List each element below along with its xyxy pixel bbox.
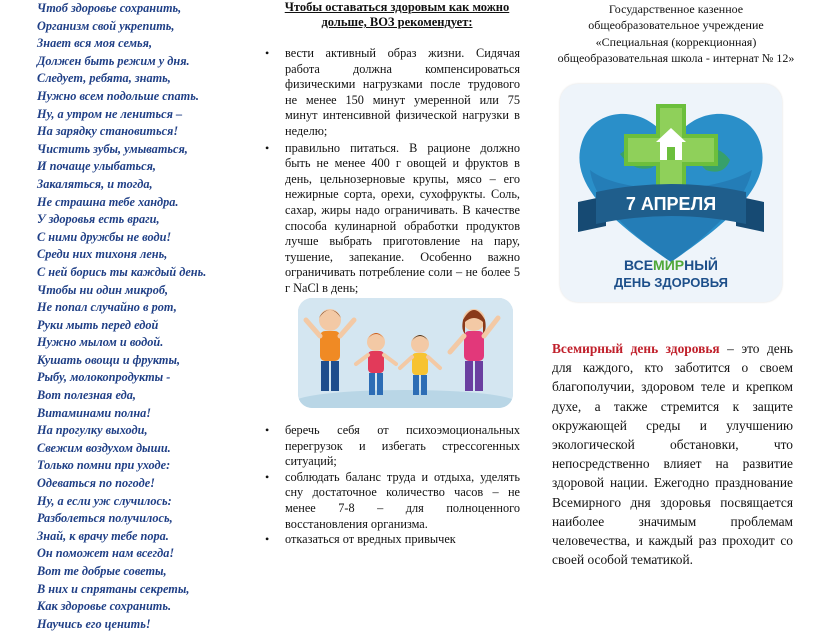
- poem-line: Ну, а утром не лениться –: [37, 106, 183, 121]
- poem-line: Ну, а если уж случилось:: [37, 493, 172, 508]
- recommendations-title: Чтобы оставаться здоровым как можно дольше, ВОЗ рекомендует:: [284, 0, 510, 29]
- poem-line: Разболеться получилось,: [37, 511, 173, 526]
- poem-line: Свежим воздухом дыши.: [37, 440, 171, 455]
- who-recommendations: [262, 0, 520, 547]
- logo-date: 7 АПРЕЛЯ: [625, 194, 717, 214]
- poem-line: С ними дружбы не води!: [37, 229, 172, 244]
- poem-line: В них и спрятаны секреты,: [37, 581, 190, 596]
- poem-line: Знай, к врачу тебе пора.: [37, 528, 169, 543]
- description-highlight: Всемирный день здоровья: [552, 341, 720, 356]
- poem-line: На зарядку становиться!: [37, 124, 179, 139]
- poem-line: Не попал случайно в рот,: [37, 300, 177, 315]
- poem-line: Как здоровье сохранить.: [37, 599, 172, 614]
- logo-image: [560, 84, 782, 302]
- recommendation-item: • правильно питаться. В рационе должно быть не менее 400 г овощей и фруктов в день, цельнозерновые крупы, мясо – его нежирные сорта, орехи, сухофрукты. Соль, сахар, жиры надо ограничивать. В качестве способа кулинарной обработки продуктов лучше выбрать приготовление на пару, тушение, запекание. Особенно важно ограничивать потребление соли – не более 5 г NaCl в день;: [262, 141, 520, 297]
- poem-line: Научись его ценить!: [37, 616, 151, 631]
- recommendation-item: • отказаться от вредных привычек: [262, 532, 520, 548]
- poem-line: Следует, ребята, знать,: [37, 71, 171, 86]
- poem-line: Витаминами полна!: [37, 405, 152, 420]
- organization-line: «Специальная (коррекционная): [595, 34, 757, 49]
- poem-line: Знает вся моя семья,: [37, 36, 153, 51]
- poem-line: Нужно всем подольше спать.: [37, 88, 199, 103]
- description-text: – это день для каждого, кто заботится о своем благополучии, здоровом теле и крепком духе, а также стремится к защите окружающей среды и улучшению экологической обстановки, что непосредственно влияет на развитие здоровой нации. Ежегодно празднование Всемирного дня здоровья посвящается наиболее значимым проблемам человечества, и каждый раз проходит со своей особой тематикой.: [552, 341, 793, 568]
- world-health-day-description: [552, 339, 793, 569]
- world-health-day-logo: [560, 84, 782, 302]
- organization-name: [550, 1, 802, 67]
- organization-line: общеобразовательная школа - интернат № 12»: [557, 51, 795, 66]
- poem-line: Среди них тихоня лень,: [37, 247, 168, 262]
- family-exercise-image: [298, 298, 513, 408]
- poem-line: Только помни при уходе:: [37, 458, 171, 473]
- poem-line: Вот те добрые советы,: [37, 564, 167, 578]
- poem-line: Нужно мылом и водой.: [37, 335, 164, 350]
- recommendation-item: • соблюдать баланс труда и отдыха, уделять сну достаточное количество часов – не менее 7-8 – для полноценного восстановления организма.: [262, 470, 520, 532]
- poem-line: Закаляться, и тогда,: [37, 176, 153, 191]
- poem-line: Одеваться по погоде!: [37, 476, 155, 491]
- recommendation-item: • вести активный образ жизни. Сидячая работа должна компенсироваться физическими нагрузками после трудового не менее 150 минут умеренной или 75 минут интенсивной физической нагрузки в неделю;: [262, 46, 520, 140]
- logo-line1: ВСЕМИРНЫЙ: [624, 257, 718, 273]
- poem-line: Кушать овощи и фрукты,: [37, 352, 181, 367]
- poem-line: Рыбу, молокопродукты -: [37, 370, 171, 385]
- poem-line: Он поможет нам всегда!: [37, 546, 175, 561]
- bullet-list-bottom: [262, 423, 520, 548]
- poem-line: Организм свой укрепить,: [37, 18, 175, 33]
- recommendation-item: • беречь себя от психоэмоциональных перегрузок и избегать стрессогенных ситуаций;: [262, 423, 520, 470]
- organization-line: общеобразовательное учреждение: [588, 18, 764, 33]
- poem-line: У здоровья есть враги,: [37, 212, 160, 227]
- poem-line: Руки мыть перед едой: [37, 317, 159, 332]
- poem-line: Чтоб здоровье сохранить,: [37, 1, 182, 15]
- poem-line: На прогулку выходи,: [37, 423, 148, 438]
- poem-line: Не страшна тебе хандра.: [37, 194, 179, 209]
- bullet-list-top: [262, 46, 520, 297]
- poem-line: Должен быть режим у дня.: [37, 53, 190, 68]
- family-exercise-illustration: [298, 298, 513, 408]
- poem-line: Чтобы ни один микроб,: [37, 282, 169, 297]
- organization-line: Государственное казенное: [608, 2, 744, 16]
- poem: [37, 0, 247, 633]
- poem-line: Чистить зубы, умываться,: [37, 141, 188, 156]
- poem-line: С ней борись ты каждый день.: [37, 264, 207, 279]
- right-column: [550, 0, 802, 67]
- poem-line: Вот полезная еда,: [37, 388, 136, 403]
- poem-line: И почаще улыбаться,: [37, 159, 156, 174]
- logo-line2: ДЕНЬ ЗДОРОВЬЯ: [614, 275, 728, 290]
